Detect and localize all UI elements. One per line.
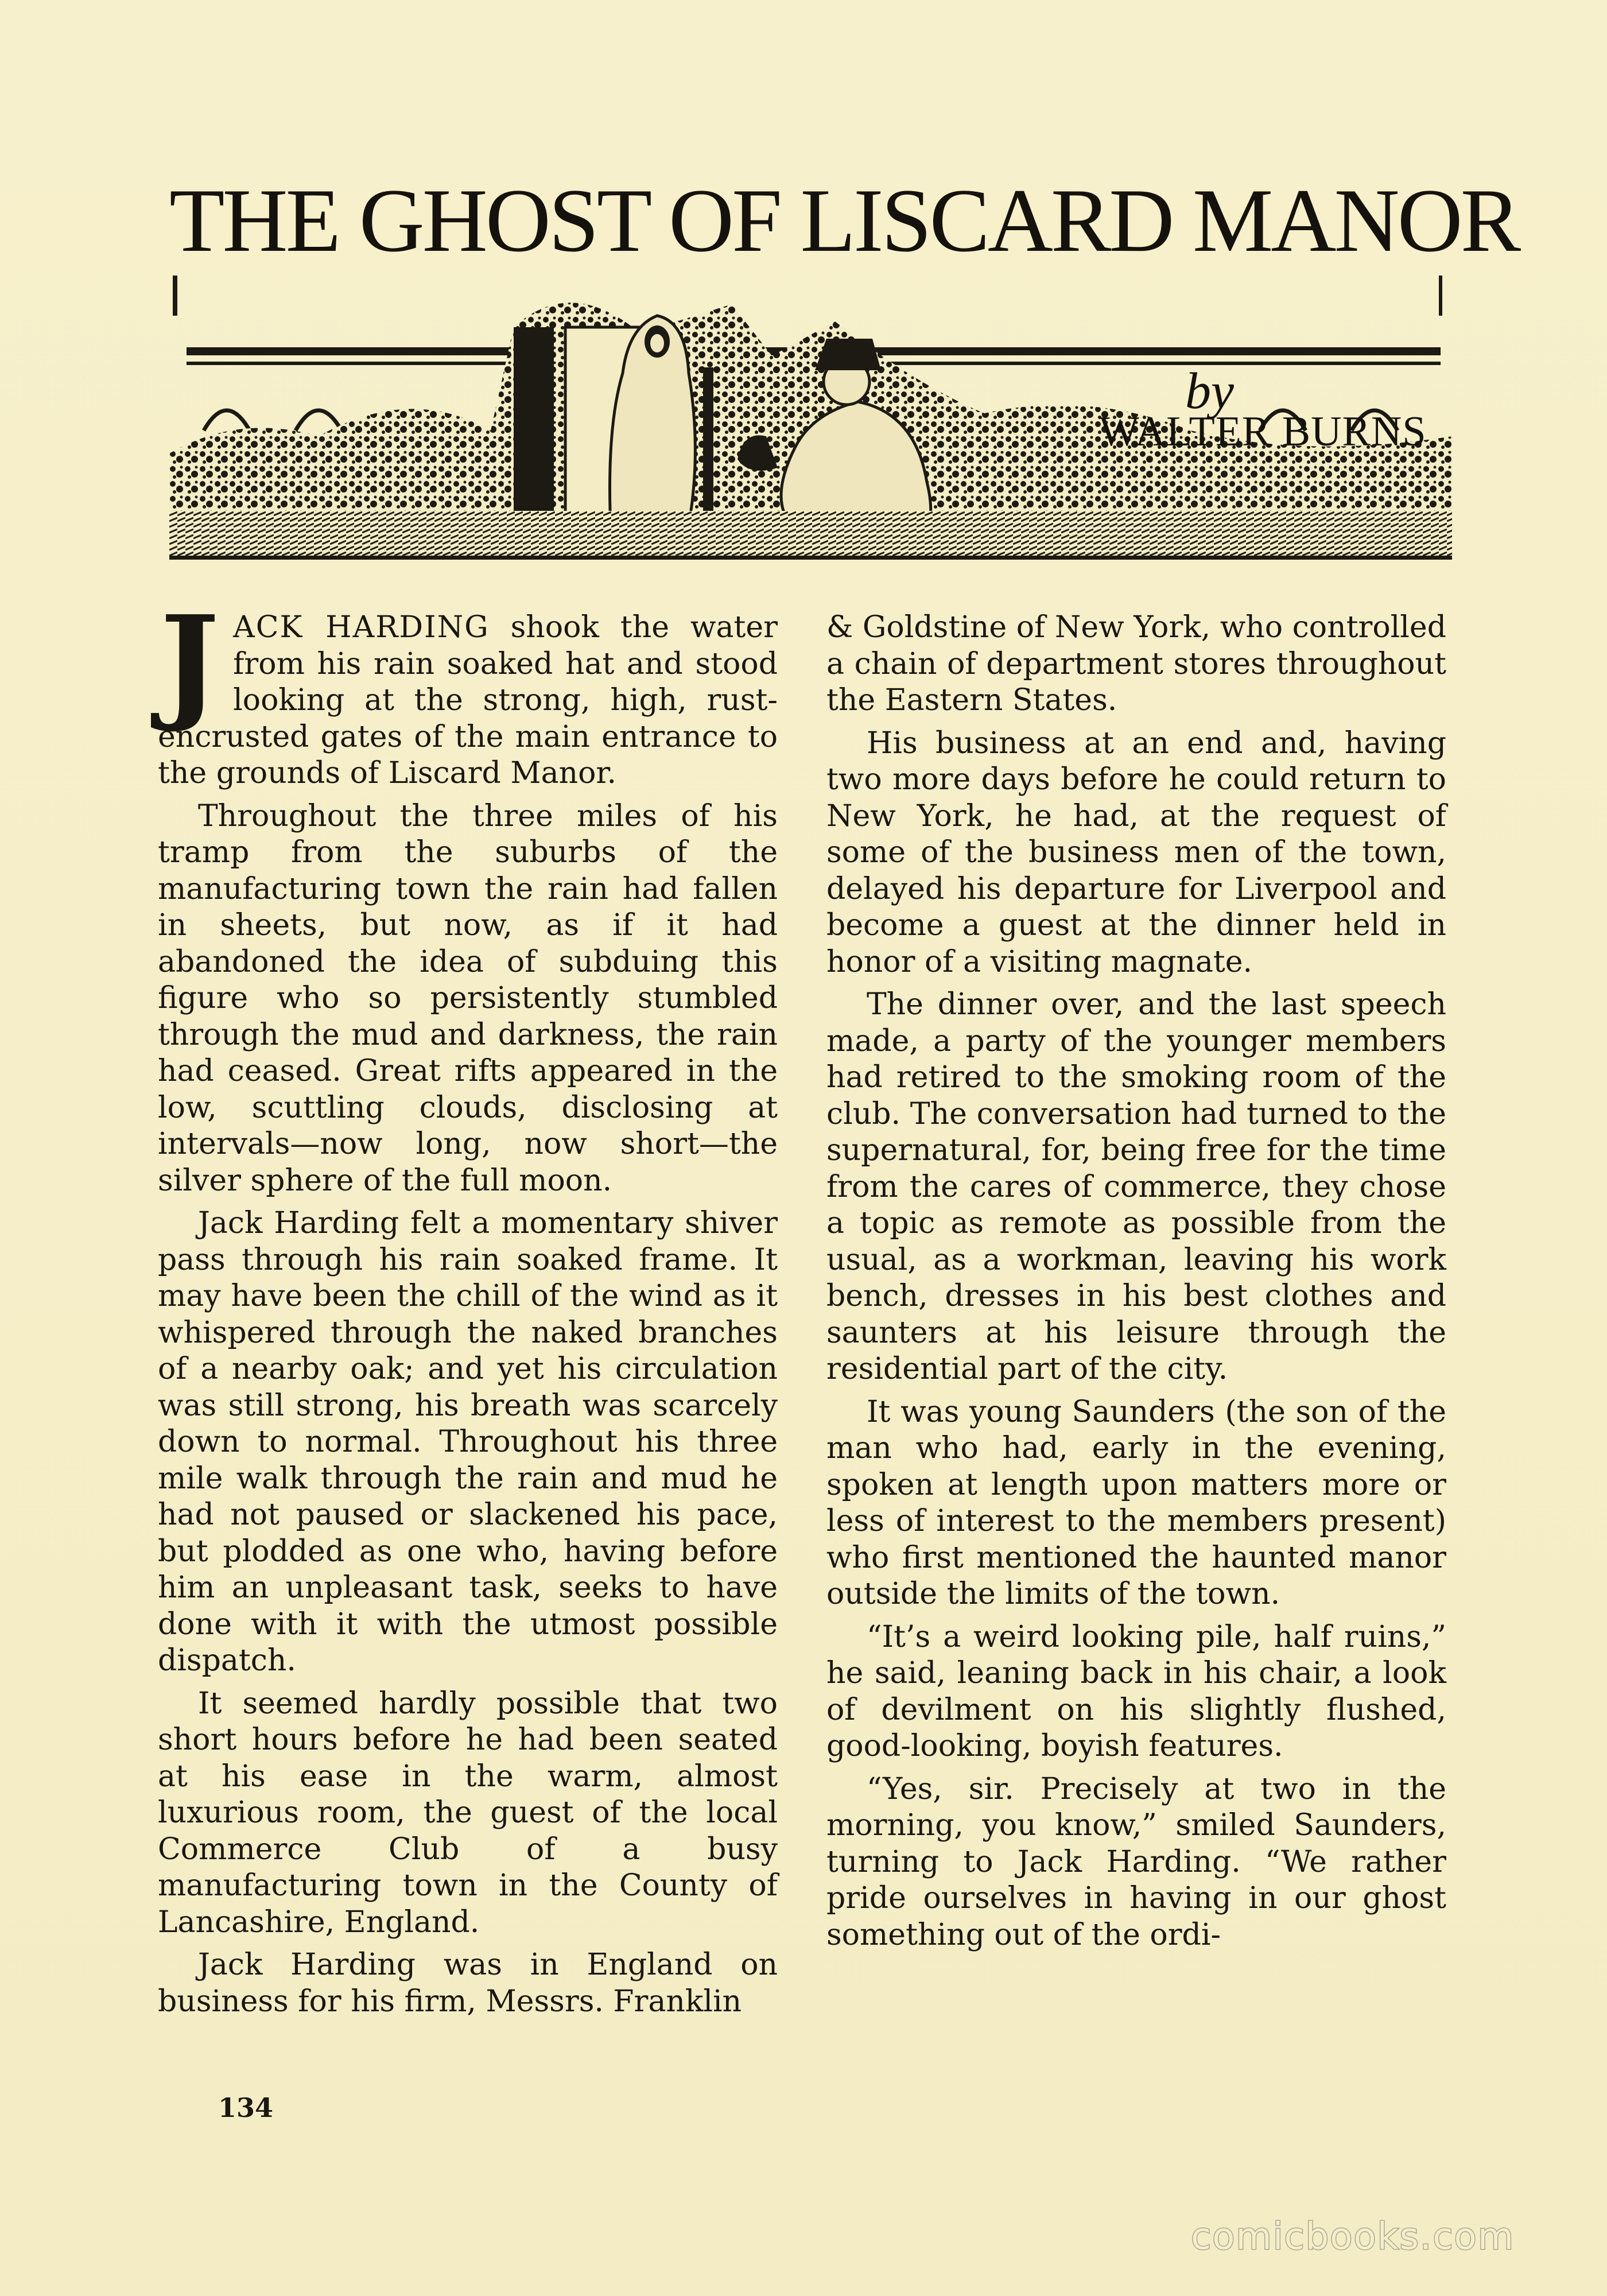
- byline-author: WALTER BURNS: [1099, 408, 1427, 455]
- paragraph: Jack Harding was in England on business for his firm, Messrs. Franklin: [158, 1948, 778, 2019]
- paragraph: It was young Saunders (the son of the man who had, early in the evening, spoken at length upon matters more or less of interest to the members present) who first mentioned the haunted manor outside the limits of the town.: [826, 1394, 1446, 1611]
- article-column-right: [826, 610, 1446, 1960]
- drop-cap: J: [160, 588, 220, 735]
- page-number: 134: [218, 2092, 274, 2123]
- article-column-left: [158, 588, 778, 2026]
- paragraph: [158, 588, 778, 792]
- title-illustration: [169, 170, 1519, 560]
- story-title: THE GHOST OF LISCARD MANOR: [169, 170, 1519, 271]
- paragraph: Throughout the three miles of his tramp from the suburbs of the manufacturing town the rain had fallen in sheets, but now, as if it had abandoned the idea of subduing this figure who so persistently stumbled through the mud and darkness, the rain had ceased. Great rifts appeared in the low, scuttling clouds, disclosing at intervals—now long, now short—the silver sphere of the full moon.: [158, 798, 778, 1198]
- watermark: comicbooks.com: [1191, 2216, 1515, 2258]
- ghost-illustration: [169, 241, 1452, 560]
- paragraph: Jack Harding felt a momentary shiver pass through his rain soaked frame. It may have been the chill of the wind as it whispered through the naked branches of a nearby oak; and yet his circulation was still strong, his breath was scarcely down to normal. Throughout his three mile walk through the rain and mud he had not paused or slackened his pace, but plodded as one who, having before him an unpleasant task, seeks to have done with it with the utmost possible dispatch.: [158, 1206, 778, 1678]
- paragraph: & Goldstine of New York, who controlled a chain of department stores throughout the Eastern States.: [826, 610, 1446, 718]
- paragraph-text: shook the water from his rain soaked hat and stood looking at the strong, high, rust-encrusted gates of the main entrance to the grounds of Liscard Manor.: [158, 610, 778, 790]
- paragraph: “Yes, sir. Precisely at two in the morning, you know,” smiled Saunders, turning to Jack Harding. “We rather pride ourselves in having in our ghost something out of the ordi-: [826, 1771, 1446, 1952]
- paragraph: It seemed hardly possible that two short hours before he had been seated at his ease in the warm, almost luxurious room, the guest of the local Commerce Club of a busy manufacturing town in the County of Lancashire, England.: [158, 1686, 778, 1940]
- lead-in: ACK HARDING: [233, 610, 490, 645]
- paragraph: “It’s a weird looking pile, half ruins,” he said, leaning back in his chair, a look of devilment on his slightly flushed, good-looking, boyish features.: [826, 1619, 1446, 1763]
- byline-by: by: [1185, 363, 1234, 420]
- paragraph: The dinner over, and the last speech made, a party of the younger members had retired to the smoking room of the club. The conversation had turned to the supernatural, for, being free for the time from the cares of commerce, they chose a topic as remote as possible from the usual, as a workman, leaving his work bench, dresses in his best clothes and saunters at his leisure through the residential part of the city.: [826, 987, 1446, 1386]
- paragraph: His business at an end and, having two more days before he could return to New York, he had, at the request of some of the business men of the town, delayed his departure for Liverpool and become a guest at the dinner held in honor of a visiting magnate.: [826, 726, 1446, 979]
